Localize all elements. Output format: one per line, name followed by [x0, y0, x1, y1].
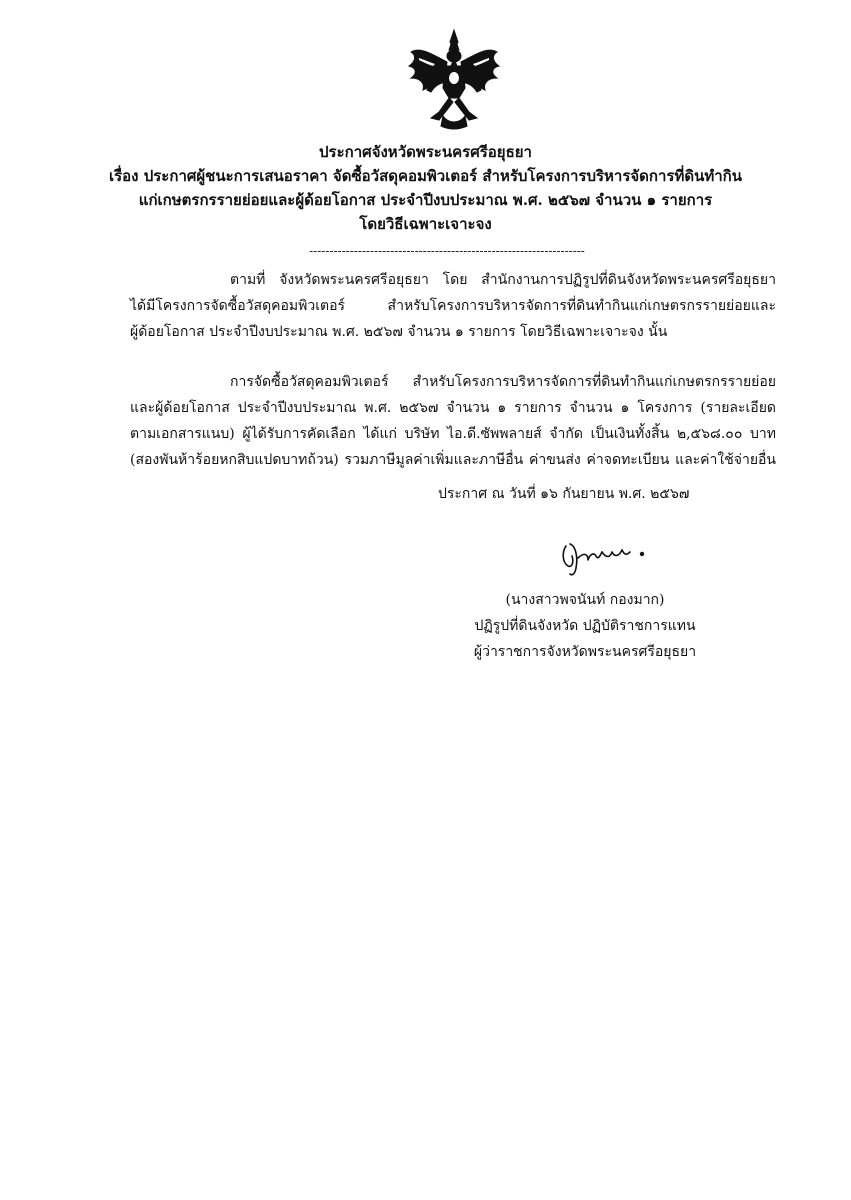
paragraph-line: และผู้ด้อยโอกาส ประจำปีงบประมาณ พ.ศ. ๒๕๖๗ จำนวน ๑ รายการ จำนวน ๑ โครงการ (รายละเอียด [130, 400, 776, 416]
paragraph-line: ตามเอกสารแนบ) ผู้ได้รับการคัดเลือก ได้แก่ บริษัท ไอ.ดี.ซัพพลายส์ จำกัด เป็นเงินทั้งสิ้น ๒,๕๖๘.๐๐ บาท [130, 426, 776, 442]
paragraph-line: ได้มีโครงการจัดซื้อวัสดุคอมพิวเตอร์ สำหรับโครงการบริหารจัดการที่ดินทำกินแก่เกษตรกรรายย่อยและ [130, 298, 776, 314]
signatory-position-governor: ผู้ว่าราชการจังหวัดพระนครศรีอยุธยา [473, 644, 697, 660]
handwritten-signature-icon [556, 536, 652, 578]
body-paragraph-2 [130, 369, 776, 473]
paragraph-line: ตามที่ จังหวัดพระนครศรีอยุธยา โดย สำนักงานการปฏิรูปที่ดินจังหวัดพระนครศรีอยุธยา [230, 272, 776, 288]
paragraph-line: การจัดซื้อวัสดุคอมพิวเตอร์ สำหรับโครงการบริหารจัดการที่ดินทำกินแก่เกษตรกรรายย่อย [230, 374, 776, 390]
header-method: โดยวิธีเฉพาะเจาะจง [359, 215, 492, 233]
header-separator: -------------------------------------------------------------------- [309, 244, 585, 258]
paragraph-line: ผู้ด้อยโอกาส ประจำปีงบประมาณ พ.ศ. ๒๕๖๗ จำนวน ๑ รายการ โดยวิธีเฉพาะเจาะจง นั้น [130, 324, 668, 340]
signatory-name: (นางสาวพจนันท์ กองมาก) [505, 592, 665, 608]
garuda-emblem-icon [405, 28, 503, 130]
header-subject-continued: แก่เกษตรกรรายย่อยและผู้ด้อยโอกาส ประจำปีงบประมาณ พ.ศ. ๒๕๖๗ จำนวน ๑ รายการ [138, 191, 713, 209]
announcement-date: ประกาศ ณ วันที่ ๑๖ กันยายน พ.ศ. ๒๕๖๗ [438, 486, 690, 502]
header-subject: เรื่อง ประกาศผู้ชนะการเสนอราคา จัดซื้อวัสดุคอมพิวเตอร์ สำหรับโครงการบริหารจัดการที่ดินทำกิน [108, 167, 743, 185]
header-issuer: ประกาศจังหวัดพระนครศรีอยุธยา [319, 143, 532, 161]
paragraph-line: (สองพันห้าร้อยหกสิบแปดบาทถ้วน) รวมภาษีมูลค่าเพิ่มและภาษีอื่น ค่าขนส่ง ค่าจดทะเบียน และค่าใช้จ่ายอื่น [130, 452, 776, 468]
document-header [60, 140, 791, 236]
body-paragraph-1 [130, 267, 776, 345]
signatory-block [455, 587, 715, 665]
signatory-position: ปฏิรูปที่ดินจังหวัด ปฏิบัติราชการแทน [474, 618, 696, 634]
